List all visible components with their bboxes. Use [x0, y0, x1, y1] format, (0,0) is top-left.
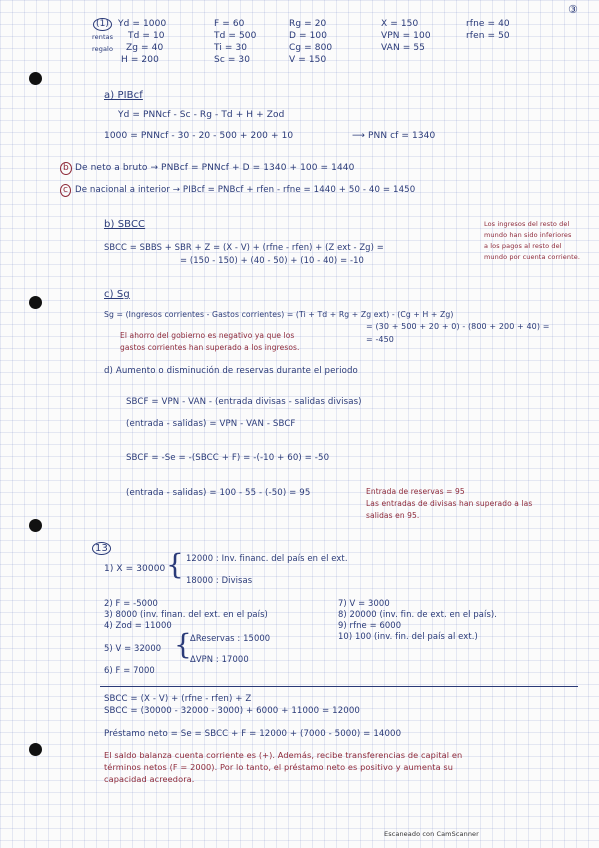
- section-d-note2: Las entradas de divisas han superado a las: [366, 499, 533, 508]
- given-rg: Rg = 20: [289, 19, 327, 29]
- eq-sbcc-calc: SBCC = (30000 - 32000 - 3000) + 6000 + 11000 = 12000: [104, 706, 360, 716]
- given-van: VAN = 55: [381, 43, 425, 53]
- brace-5: {: [174, 628, 192, 661]
- sub-b-mark: b: [60, 162, 72, 175]
- binder-hole-4: [29, 743, 42, 756]
- given-sc: Sc = 30: [214, 55, 251, 65]
- given-td: Td = 10: [128, 31, 165, 41]
- section-c-note1: El ahorro del gobierno es negativo ya que los: [120, 331, 295, 340]
- section-d-line1: SBCF = VPN - VAN - (entrada divisas - salidas divisas): [126, 397, 362, 407]
- section-d-title: d) Aumento o disminución de reservas durante el periodo: [104, 366, 358, 376]
- section-b-line1: SBCC = SBBS + SBR + Z = (X - V) + (rfne - rfen) + (Z ext - Zg) =: [104, 242, 384, 252]
- item-5a: ΔReservas : 15000: [190, 633, 271, 643]
- item-2: 2) F = -5000: [104, 598, 158, 608]
- section-b-line2: = (150 - 150) + (40 - 50) + (10 - 40) = -10: [180, 255, 364, 265]
- binder-hole-1: [29, 72, 42, 85]
- section-b-bruto-num: [60, 162, 72, 175]
- brace-1: {: [166, 548, 184, 581]
- given-x: X = 150: [381, 19, 419, 29]
- given-ti: Ti = 30: [214, 43, 248, 53]
- separator-line: [100, 686, 578, 687]
- given-yd: Yd = 1000: [118, 19, 167, 29]
- item-5: 5) V = 32000: [104, 643, 162, 653]
- given-td2: Td = 500: [214, 31, 257, 41]
- problem-number: (1): [93, 18, 112, 31]
- item-8: 8) 20000 (inv. fin. de ext. en el país).: [338, 609, 498, 619]
- given-vpn: VPN = 100: [381, 31, 431, 41]
- item-1b: 18000 : Divisas: [186, 575, 253, 585]
- tag-rentas: rentas: [92, 33, 114, 41]
- item-3: 3) 8000 (inv. finan. del ext. en el país): [104, 609, 268, 619]
- given-zg: Zg = 40: [126, 43, 164, 53]
- section-a-bruto: De neto a bruto → PNBcf = PNNcf + D = 1340 + 100 = 1440: [75, 163, 355, 173]
- section-c-line2: = (30 + 500 + 20 + 0) - (800 + 200 + 40) =: [366, 322, 550, 331]
- section-d-line4: (entrada - salidas) = 100 - 55 - (-50) = 95: [126, 488, 311, 498]
- conclusion-3: capacidad acreedora.: [104, 774, 195, 784]
- section-a-title: a) PIBcf: [104, 90, 143, 101]
- item-1: 1) X = 30000: [104, 564, 166, 574]
- section-a-line2: 1000 = PNNcf - 30 - 20 - 500 + 200 + 10: [104, 131, 294, 141]
- section-d-line3: SBCF = -Se = -(SBCC + F) = -(-10 + 60) = -50: [126, 453, 330, 463]
- conclusion-1: El saldo balanza cuenta corriente es (+). Además, recibe transferencias de capital en: [104, 750, 463, 760]
- item-4: 4) Zod = 11000: [104, 620, 172, 630]
- given-rfne: rfne = 40: [466, 19, 510, 29]
- section-b-note2: mundo han sido inferiores: [484, 231, 572, 239]
- given-h: H = 200: [121, 55, 159, 65]
- item-5b: ΔVPN : 17000: [190, 654, 249, 664]
- item-10: 10) 100 (inv. fin. del país al ext.): [338, 631, 478, 641]
- section-c-interior-num: [60, 184, 71, 197]
- item-7: 7) V = 3000: [338, 598, 390, 608]
- item-9: 9) rfne = 6000: [338, 620, 402, 630]
- binder-hole-2: [29, 296, 42, 309]
- section-a-line3: ⟶ PNN cf = 1340: [352, 131, 436, 141]
- given-v: V = 150: [289, 55, 327, 65]
- section-b-note3: a los pagos al resto del: [484, 242, 562, 250]
- section-a-interior: De nacional a interior → PIBcf = PNBcf + rfen - rfne = 1440 + 50 - 40 = 1450: [75, 185, 416, 195]
- section-c-note2: gastos corrientes han superado a los ingresos.: [120, 343, 300, 352]
- sub-c-mark: c: [60, 184, 71, 197]
- section-a-line1: Yd = PNNcf - Sc - Rg - Td + H + Zod: [118, 110, 285, 120]
- header-num: [93, 18, 112, 31]
- binder-hole-3: [29, 519, 42, 532]
- given-d: D = 100: [289, 31, 328, 41]
- problem-13-mark: 13: [92, 542, 111, 555]
- given-cg: Cg = 800: [289, 43, 333, 53]
- page-number: ③: [568, 3, 578, 16]
- tag-regalo: regalo: [92, 45, 114, 53]
- section-b-title: b) SBCC: [104, 219, 146, 230]
- eq-sbcc-def: SBCC = (X - V) + (rfne - rfen) + Z: [104, 694, 252, 704]
- section-b-note4: mundo por cuenta corriente.: [484, 253, 581, 261]
- section-d-line2: (entrada - salidas) = VPN - VAN - SBCF: [126, 419, 296, 429]
- scanner-footer: Escaneado con CamScanner: [384, 830, 479, 838]
- section-b-note1: Los ingresos del resto del: [484, 220, 570, 228]
- section-c-line1: Sg = (Ingresos corrientes - Gastos corrientes) = (Ti + Td + Rg + Zg ext) - (Cg + H + Zg): [104, 310, 454, 319]
- item-1a: 12000 : Inv. financ. del país en el ext.: [186, 553, 348, 563]
- section-d-note3: salidas en 95.: [366, 511, 420, 520]
- eq-prestamo: Préstamo neto = Se = SBCC + F = 12000 + (7000 - 5000) = 14000: [104, 729, 402, 739]
- problem-13-num: [92, 542, 111, 555]
- conclusion-2: términos netos (F = 2000). Por lo tanto, el préstamo neto es positivo y aumenta su: [104, 762, 454, 772]
- item-6: 6) F = 7000: [104, 665, 155, 675]
- given-rfen: rfen = 50: [466, 31, 510, 41]
- section-c-title: c) Sg: [104, 289, 130, 300]
- section-d-note1: Entrada de reservas = 95: [366, 487, 465, 496]
- given-f: F = 60: [214, 19, 245, 29]
- section-c-line3: = -450: [366, 335, 395, 344]
